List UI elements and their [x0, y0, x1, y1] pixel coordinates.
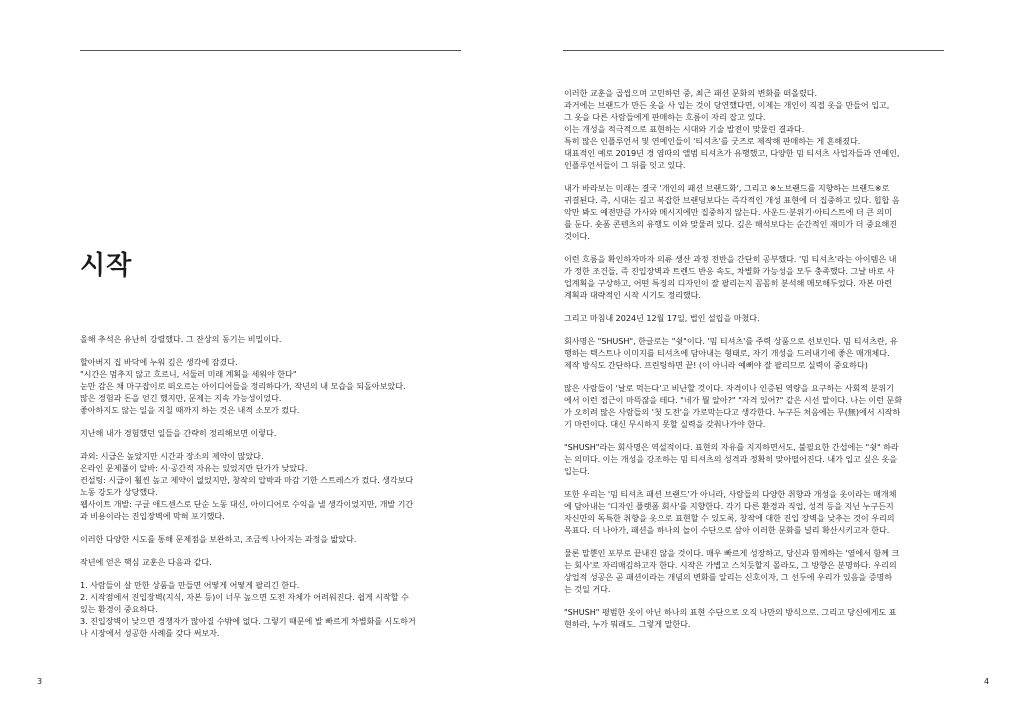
text-line: 그리고 마침내 2024년 12월 17일, 법인 설립을 마쳤다.	[564, 313, 760, 323]
text-line: 업계획을 구상하고, 어떤 특징의 디자인이 잘 팔리는지 꼼꼼히 분석해 메모해두었다. 자본 마련	[564, 278, 893, 288]
text-line: 3. 진입장벽이 낮으면 경쟁자가 많아질 수밖에 없다. 그렇기 때문에 발 빠르게 차별화를 시도하거	[80, 616, 416, 626]
text-line: 물론 말뿐인 포부로 끝내진 않을 것이다. 매우 빠르게 성장하고, 당신과 함께하는 '옆에서 함께 크	[564, 548, 900, 558]
text-line: 온라인 문제풀이 알바: 시·공간적 자유는 있었지만 단가가 낮았다.	[80, 463, 308, 473]
text-line: 입는다.	[564, 466, 590, 476]
text-line: 노동 강도가 상당했다.	[80, 487, 158, 497]
paragraph	[564, 312, 960, 324]
paragraph	[564, 606, 960, 630]
top-rule	[80, 50, 461, 51]
text-line: 가 오히려 많은 사람들의 '첫 도전'을 가로막는다고 생각한다. 누구든 처음에는 무(無)에서 시작하	[564, 407, 901, 417]
text-line: 웹사이트 개발: 구글 애드센스로 단순 노동 대신, 아이디어로 수익을 낼 생각이었지만, 개발 기간	[80, 499, 414, 509]
text-line: 이런 흐름을 확인하자마자 의류 생산 과정 전반을 간단히 공부했다. '밈 티셔츠'라는 아이템은 내	[564, 254, 897, 264]
text-line: 행하는 텍스트나 이미지를 티셔츠에 담아내는 형태로, 자기 개성을 드러내기에 좋은 매개체다.	[564, 348, 890, 358]
text-line: 지난해 내가 경험했던 일들을 간략히 정리해보면 이렇다.	[80, 428, 277, 438]
text-line: 회사명은 "SHUSH", 한글로는 "쉿"이다. '밈 티셔츠'를 주력 상품으로 선보인다. 밈 티셔츠란, 유	[564, 336, 898, 346]
page-title: 시작	[80, 251, 133, 281]
text-line: 목표다. 더 나아가, 패션을 하나의 놀이 수단으로 삼아 이러한 문화를 널리 확산시키고자 한다.	[564, 525, 890, 535]
paragraph	[564, 87, 960, 171]
text-line: 눈만 감은 채 마구잡이로 떠오르는 아이디어들을 정리하다가, 작년의 내 모습을 되돌아보았다.	[80, 381, 406, 391]
text-line: 는 회사'로 자리매김하고자 한다. 시작은 가볍고 스치듯할지 몰라도, 그 방향은 분명하다. 우리의	[564, 560, 897, 570]
text-line: 작년에 얻은 핵심 교훈은 다음과 같다.	[80, 557, 212, 567]
paragraph	[80, 450, 480, 522]
text-line: 가 정한 조건들, 즉 진입장벽과 트렌드 반응 속도, 차별화 가능성을 모두 충족했다. 그날 바로 사	[564, 266, 895, 276]
right-body-text	[564, 87, 960, 641]
text-line: 컨설팅: 시급이 훨씬 높고 제약이 없었지만, 창작의 압박과 마감 기한 스트레스가 컸다. 생각보다	[80, 475, 414, 485]
text-line: 기 마련이다. 대신 무시하지 못할 실력을 갖춰나가야 한다.	[564, 419, 766, 429]
text-line: 악만 봐도 예전만큼 가사와 메시지에만 집중하지 않는다. 사운드·분위기·아티스트에 더 큰 의미	[564, 207, 893, 217]
paragraph	[564, 335, 960, 371]
text-line: 이러한 교훈을 곱씹으며 고민하던 중, 최근 패션 문화의 변화를 떠올렸다.	[564, 88, 818, 98]
paragraph	[80, 556, 480, 568]
text-line: 에서 이런 접근이 마뜩잖을 테다. "네가 뭘 알아?" "자격 있어?" 같은 시선 말이다. 나는 이런 문화	[564, 395, 902, 405]
text-line: 과 비용이라는 진입장벽에 막혀 포기했다.	[80, 511, 225, 521]
text-line: 자신만의 독특한 취향을 옷으로 표현할 수 있도록, 창작에 대한 진입 장벽을 낮추는 것이 우리의	[564, 513, 895, 523]
paragraph	[80, 533, 480, 545]
right-page	[512, 0, 1024, 725]
text-line: 과외: 시급은 높았지만 시간과 장소의 제약이 많았다.	[80, 451, 264, 461]
text-line: 좋아하지도 않는 일을 지칠 때까지 하는 것은 내적 소모가 컸다.	[80, 405, 300, 415]
paragraph	[564, 382, 960, 430]
paragraph	[564, 441, 960, 477]
text-line: 올해 추석은 유난히 강렬했다. 그 잔상의 동기는 비밀이다.	[80, 334, 282, 344]
top-rule	[563, 50, 944, 51]
text-line: 과거에는 브랜드가 만든 옷을 사 입는 것이 당연했다면, 이제는 개인이 직접 옷을 만들어 입고,	[564, 100, 890, 110]
text-line: 1. 사람들이 살 만한 상품을 만들면 어떻게 어떻게 팔리긴 한다.	[80, 580, 300, 590]
page-number: 3	[37, 677, 43, 686]
paragraph	[564, 488, 960, 536]
text-line: 이러한 다양한 시도를 통해 문제점을 보완하고, 조금씩 나아지는 과정을 밟았다.	[80, 534, 357, 544]
paragraph	[564, 182, 960, 242]
text-line: 는 의미다. 이는 개성을 강조하는 밈 티셔츠의 성격과 정확히 맞아떨어진다. 내가 입고 싶은 옷을	[564, 454, 898, 464]
text-line: "SHUSH"라는 회사명은 역설적이다. 표현의 자유를 지지하면서도, 불필요한 간섭에는 "쉿" 하라	[564, 442, 899, 452]
paragraph	[80, 356, 480, 416]
text-line: "시간은 멈추지 않고 흐르니, 서둘러 미래 계획을 세워야 한다"	[80, 369, 297, 379]
text-line: 는 것일 거다.	[564, 584, 611, 594]
text-line: 할아버지 집 바닥에 누워 깊은 생각에 잠겼다.	[80, 357, 238, 367]
text-line: "SHUSH" 평범한 옷이 아닌 하나의 표현 수단으로 오직 나만의 방식으로. 그리고 당신에게도 표	[564, 607, 897, 617]
paragraph	[564, 547, 960, 595]
paragraph	[564, 253, 960, 301]
text-line: 2. 시작점에서 진입장벽(지식, 자본 등)이 너무 높으면 도전 자체가 어려워진다. 쉽게 시작할 수	[80, 592, 409, 602]
text-line: 를 둔다. 숏폼 콘텐츠의 유행도 이와 맞물려 있다. 깊은 해석보다는 순간적인 재미가 더 중요해진	[564, 219, 898, 229]
left-body-text	[80, 333, 480, 650]
text-line: 계획과 대략적인 시작 시기도 정리했다.	[564, 290, 701, 300]
text-line: 인플루언서들이 그 뒤를 잇고 있다.	[564, 160, 686, 170]
text-line: 귀결된다. 즉, 시대는 길고 복잡한 브랜딩보다는 즉각적인 개성 표현에 더 집중하고 있다. 힙합 음	[564, 195, 900, 205]
text-line: 에 담아내는 '디자인 플랫폼 회사'를 지향한다. 각기 다른 환경과 직업, 성격 등을 지닌 누구든지	[564, 501, 894, 511]
text-line: 특히 많은 인플루언서 및 연예인들이 '티셔츠'를 굿즈로 제작해 판매하는 게 흔해졌다.	[564, 136, 861, 146]
text-line: 많은 경험과 돈을 얻긴 했지만, 문제는 지속 가능성이었다.	[80, 393, 282, 403]
text-line: 상업적 성공은 곧 패션이라는 개념의 변화를 알리는 신호이자, 그 선두에 우리가 있음을 증명하	[564, 572, 893, 582]
text-line: 대표적인 예로 2019년 경 염따의 앨범 티셔츠가 유행했고, 다양한 밈 티셔츠 사업자들과 연예인,	[564, 148, 900, 158]
text-line: 있는 환경이 중요하다.	[80, 604, 158, 614]
text-line: 그 옷을 다른 사람들에게 판매하는 흐름이 자리 잡고 있다.	[564, 112, 766, 122]
text-line: 이는 개성을 적극적으로 표현하는 시대와 기술 발전이 맞물린 결과다.	[564, 124, 805, 134]
text-line: 나 시장에서 성공한 사례를 갖다 써보자.	[80, 628, 220, 638]
page-number: 4	[984, 677, 990, 686]
text-line: 많은 사람들이 '날로 먹는다'고 비난할 것이다. 자격이나 인증된 역량을 요구하는 사회적 분위기	[564, 383, 894, 393]
text-line: 또한 우리는 '밈 티셔츠 패션 브랜드'가 아니라, 사람들의 다양한 취향과 개성을 옷이라는 매개체	[564, 489, 897, 499]
paragraph	[80, 579, 480, 639]
paragraph	[80, 333, 480, 345]
text-line: 것이다.	[564, 231, 590, 241]
text-line: 현하라, 누가 뭐래도. 그렇게 말한다.	[564, 619, 691, 629]
text-line: 제작 방식도 간단하다. 프린팅하면 끝! (이 아니라 예뻐야 잘 팔리므로 실력이 중요하다)	[564, 360, 868, 370]
text-line: 내가 바라보는 미래는 결국 '개인의 패션 브랜드화', 그리고 ※노브랜드를 지향하는 브랜드※로	[564, 183, 890, 193]
paragraph	[80, 427, 480, 439]
